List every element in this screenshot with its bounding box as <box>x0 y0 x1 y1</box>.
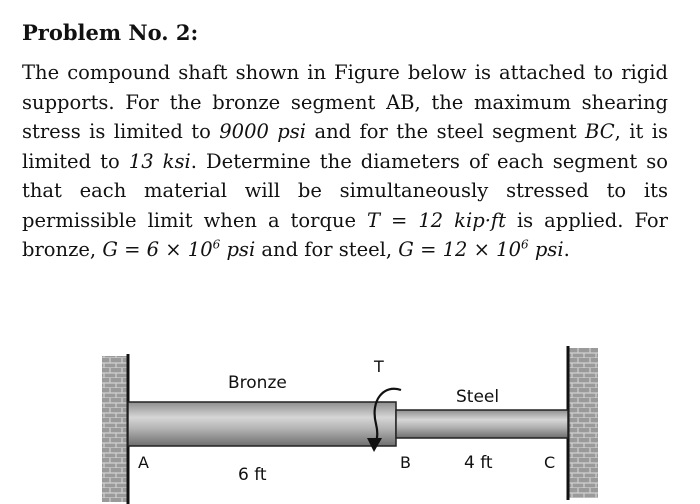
length-bc-label: 4 ft <box>464 453 493 473</box>
bronze-stress-limit: 9000 psi <box>219 120 307 143</box>
point-b-label: B <box>400 453 411 472</box>
applied-torque: T = 12 kip·ft <box>367 208 506 232</box>
steel-segment <box>396 410 568 438</box>
statement-part-2: and for the steel segment <box>306 120 586 143</box>
right-wall-support <box>568 346 598 500</box>
shaft-diagram <box>80 338 640 504</box>
problem-statement <box>22 58 668 265</box>
point-c-label: C <box>544 453 556 472</box>
bronze-segment <box>128 402 396 446</box>
bronze-label: Bronze <box>228 373 287 393</box>
torque-label: T <box>374 357 384 376</box>
point-a-label: A <box>138 453 149 472</box>
shaft-figure <box>80 338 640 504</box>
problem-title: Problem No. 2: <box>22 20 199 45</box>
bronze-shear-modulus <box>102 238 255 261</box>
steel-g-exponent: 6 <box>520 237 529 252</box>
statement-part-5: is applied. For bronze, <box>22 208 668 261</box>
statement-part-1: The compound shaft shown in Figure below is attached to rigid supports. For the bronze segment AB, the maximum shearing stress is limited to <box>22 61 668 143</box>
statement-part-6: and for steel, <box>255 238 399 261</box>
steel-g-unit: psi <box>528 238 564 261</box>
bronze-g-exponent: 6 <box>212 237 221 252</box>
statement-part-3: , it is limited to <box>22 120 668 173</box>
steel-stress-limit: 13 ksi <box>128 149 191 173</box>
left-wall-support <box>102 354 128 504</box>
segment-bc: BC <box>585 120 615 143</box>
steel-g-base: G = 12 × 10 <box>398 238 521 261</box>
right-wall-hatch <box>568 348 598 498</box>
left-wall-hatch <box>102 356 128 502</box>
steel-label: Steel <box>456 387 500 407</box>
statement-part-4: . Determine the diameters of each segment so that each material will be simultaneously stressed to its permissible limit when a torque <box>22 149 668 232</box>
steel-shear-modulus <box>398 238 563 261</box>
statement-end: . <box>563 238 570 261</box>
bronze-g-unit: psi <box>220 238 256 261</box>
length-ab-label: 6 ft <box>238 465 267 485</box>
bronze-g-base: G = 6 × 10 <box>102 238 213 261</box>
